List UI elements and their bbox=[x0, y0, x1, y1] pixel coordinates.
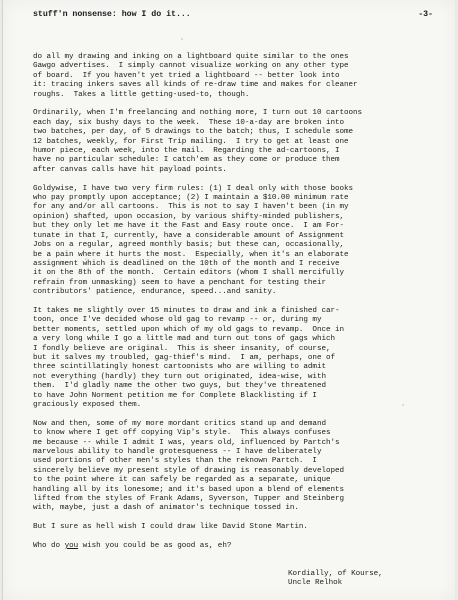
text-line: opinion) shafted, upon occasion, by various shifty-minded publishers, bbox=[33, 212, 344, 221]
text-line: It takes me slightly over 15 minutes to draw and ink a finished car- bbox=[33, 306, 340, 315]
text-line: assignment which is deadlined on the 10th of the month and I receive bbox=[33, 259, 340, 268]
closing-question-end: wish you could be as good as, eh? bbox=[78, 542, 232, 551]
letter-body bbox=[33, 53, 438, 561]
text-line: to know where I get off copying Vip's style. This always confuses bbox=[33, 429, 331, 438]
text-line: 12 batches, weekly, for First Trip mailing. I try to get at least one bbox=[33, 137, 349, 146]
paper-speck bbox=[181, 38, 183, 40]
text-line: not everything (hardly) they turn out originated, idea-wise, with bbox=[33, 372, 326, 381]
text-line: But I sure as hell wish I could draw like David Stone Martin. bbox=[33, 523, 308, 532]
paragraph-lightboard bbox=[33, 53, 438, 100]
text-line: lifted from the styles of Frank Adams, Syverson, Tupper and Steinberg bbox=[33, 495, 344, 504]
text-line: with, maybe, just a dash of animator's technique tossed in. bbox=[33, 504, 299, 513]
signer-name: Uncle Relhok bbox=[288, 579, 343, 588]
text-line: to the point where it can safely be regarded as a separate, unique bbox=[33, 476, 331, 485]
text-line: humor piece, each week, into the mail. Regarding the ad-cartoons, I bbox=[33, 147, 340, 156]
text-line: for any and/or all cartoons. This is not to say I haven't been (in my bbox=[33, 203, 349, 212]
paragraph-wish bbox=[33, 523, 438, 532]
text-line: Gawgo advertises. I simply cannot visualize working on any other type bbox=[33, 62, 349, 71]
text-line: after canvas calls have hit payload points. bbox=[33, 165, 227, 174]
text-line: Goldywise, I have two very firm rules: (1) I deal only with those books bbox=[33, 184, 353, 193]
text-line: me because -- while I admit I was, years old, influenced by Partch's bbox=[33, 438, 340, 447]
underlined-word: you bbox=[64, 542, 79, 551]
page-number: -3- bbox=[418, 10, 433, 19]
text-line: roughs. Takes a little getting-used-to, though. bbox=[33, 90, 250, 99]
text-line: two batches, per day, of 5 drawings to the batch; thus, I schedule some bbox=[33, 128, 353, 137]
text-line: it: tracing inkers saves all kinds of re-draw time and makes for cleaner bbox=[33, 81, 358, 90]
text-line: toon, once I've decided whose old gag to revamp -- or, during my bbox=[33, 316, 322, 325]
header-title: stuff'n nonsense: how I do it... bbox=[33, 10, 191, 19]
paragraph-style-influences bbox=[33, 420, 438, 514]
text-line: better moments, settled upon which of my old gags to revamp. Once in bbox=[33, 325, 344, 334]
text-line: graciously exposed them. bbox=[33, 400, 142, 409]
text-line: but they only let me have it the Fast and Easy route once. I am For- bbox=[33, 222, 344, 231]
signature-block bbox=[288, 570, 383, 589]
text-line: tunate in that I, currently, have a considerable amount of Assignment bbox=[33, 231, 344, 240]
text-line: who pay promptly upon acceptance; (2) I maintain a $10.00 minimum rate bbox=[33, 194, 349, 203]
text-line: to have John Norment petition me for Complete Blacklisting if I bbox=[33, 391, 317, 400]
text-line: sincerely believe my present style of drawing is reasonably developed bbox=[33, 466, 344, 475]
text-line: I fondly believe are original. This is sheer insanity, of course, bbox=[33, 344, 331, 353]
text-line: be a pain where it hurts the most. Especially, when it's an elaborate bbox=[33, 250, 349, 259]
closing-question-start: Who do bbox=[33, 542, 65, 551]
text-line: marvelous ability to handle grotesqueness -- I have deliberately bbox=[33, 448, 322, 456]
text-line: Jobs on a regular, agreed monthly basis; but these can, occasionally, bbox=[33, 241, 344, 250]
text-line: have no particular schedule: I catch'em as they come or produce them bbox=[33, 156, 340, 165]
paragraph-closing-question bbox=[33, 542, 438, 551]
text-line: but it salves my troubled, gag-thief's mind. I am, perhaps, one of bbox=[33, 353, 335, 362]
text-line: used portions of other men's styles than the reknown Partch. I bbox=[33, 457, 317, 466]
text-line: do all my drawing and inking on a lightboard quite similar to the ones bbox=[33, 53, 349, 61]
text-line: of board. If you haven't yet tried a lightboard -- better look into bbox=[33, 71, 340, 80]
text-line: Ordinarily, when I'm freelancing and nothing more, I turn out 10 cartoons bbox=[33, 109, 363, 118]
paragraph-drawing-time bbox=[33, 307, 438, 410]
text-line: each day, six bushy days to the week. These 10-a-day are broken into bbox=[33, 118, 344, 127]
paragraph-rules bbox=[33, 185, 438, 298]
text-line bbox=[33, 542, 438, 551]
text-line: it on the 8th of the month. Certain editors (whom I shall mercifully bbox=[33, 269, 344, 278]
text-line: three scintillatingly honest cartoonists who are willing to admit bbox=[33, 363, 326, 372]
text-line: Now and then, some of my more mordant critics stand up and demand bbox=[33, 419, 326, 428]
text-line: them. I'd gladly name the other two guys, but they've threatened bbox=[33, 382, 326, 391]
text-line: refrain from unmasking) seem to have a penchant for testing their bbox=[33, 278, 326, 287]
text-line: handling all by its lonesome; and it's based upon a blend of elements bbox=[33, 485, 344, 494]
complimentary-close: Kordially, of Kourse, bbox=[288, 570, 383, 578]
text-line: a very long while I go a little mad and turn out tons of gags which bbox=[33, 335, 335, 344]
text-line: contributors' patience, endurance, speed...and sanity. bbox=[33, 288, 277, 297]
paragraph-schedule bbox=[33, 109, 438, 175]
page-header bbox=[33, 10, 433, 22]
letter-page bbox=[2, 0, 455, 600]
